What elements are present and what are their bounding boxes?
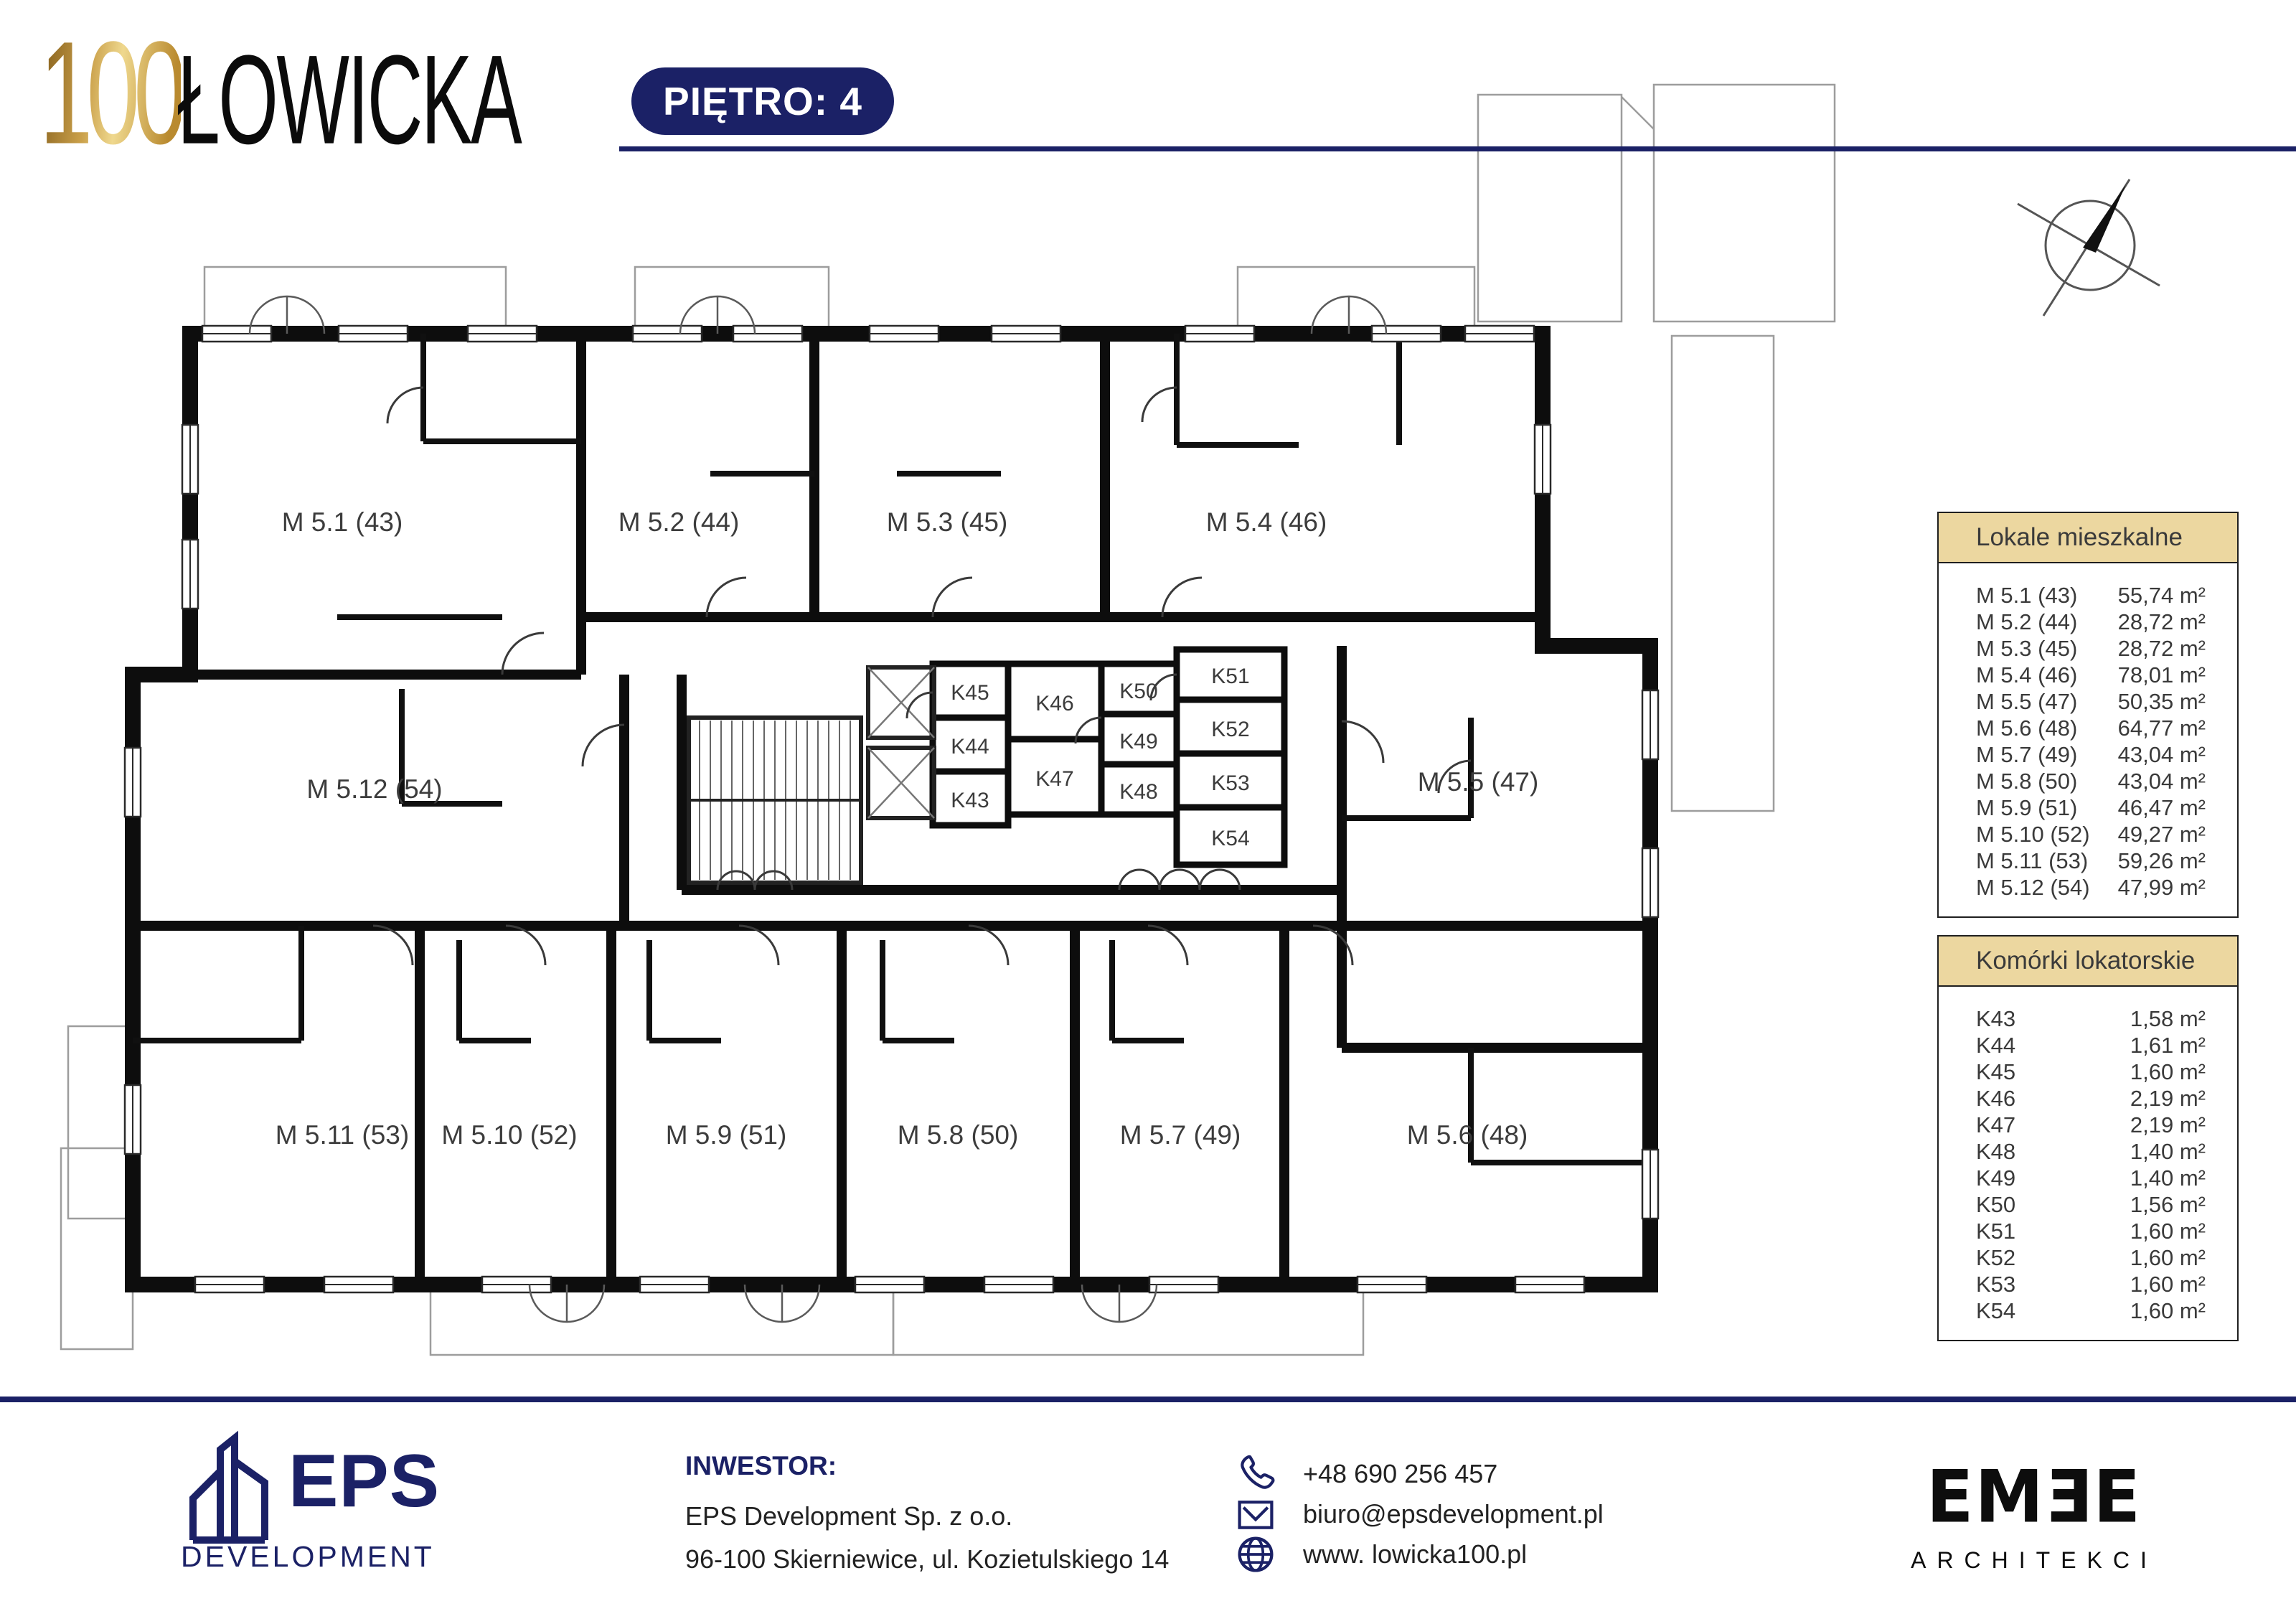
storage-label: K52 (1211, 718, 1250, 741)
table-row (1939, 874, 2237, 901)
unit-area: 28,72 m² (2117, 609, 2206, 634)
unit-label: M 5.2 (44) (1976, 609, 2078, 634)
table-row (1939, 1218, 2237, 1244)
table-row (1939, 1085, 2237, 1112)
phone-icon (1236, 1454, 1276, 1494)
table-row (1939, 848, 2237, 874)
table-row (1939, 582, 2237, 609)
eps-building-icon (181, 1430, 288, 1544)
storage-area: 2,19 m² (2130, 1112, 2206, 1137)
table-row (1939, 1297, 2237, 1324)
storage-area: 1,60 m² (2130, 1059, 2206, 1084)
apartments-table (1937, 512, 2239, 918)
apartment-label: M 5.9 (51) (665, 1120, 787, 1150)
storage-table-title: Komórki lokatorskie (1939, 937, 2237, 987)
storage-id: K48 (1976, 1138, 2016, 1164)
unit-area: 64,77 m² (2117, 715, 2206, 741)
apartment-label: M 5.12 (54) (306, 774, 443, 804)
investor-name: EPS Development Sp. z o.o. (685, 1501, 1013, 1531)
storage-label: K44 (951, 735, 989, 759)
header-rule (619, 146, 2296, 151)
unit-label: M 5.5 (47) (1976, 688, 2078, 714)
apartment-label: M 5.7 (49) (1119, 1120, 1241, 1150)
elevator-icon (868, 667, 934, 738)
unit-label: M 5.9 (51) (1976, 794, 2078, 820)
storage-area: 1,60 m² (2130, 1271, 2206, 1297)
unit-label: M 5.3 (45) (1976, 635, 2078, 661)
storage-label: K50 (1119, 680, 1158, 703)
table-row (1939, 609, 2237, 635)
architect-sub: ARCHITEKCI (1911, 1547, 2158, 1573)
globe-icon (1236, 1534, 1276, 1574)
table-row (1939, 1032, 2237, 1059)
unit-area: 55,74 m² (2117, 582, 2206, 608)
table-row (1939, 1271, 2237, 1297)
table-row (1939, 1244, 2237, 1271)
elevator-icon (868, 748, 934, 818)
storage-area: 1,56 m² (2130, 1191, 2206, 1217)
table-row (1939, 1165, 2237, 1191)
apartment-label: M 5.4 (46) (1205, 507, 1327, 537)
storage-id: K49 (1976, 1165, 2016, 1191)
contact-website (1236, 1534, 1527, 1574)
website-url[interactable]: www. lowicka100.pl (1303, 1539, 1528, 1569)
storage-area: 2,19 m² (2130, 1085, 2206, 1111)
architect-name: EMƎE (1926, 1455, 2142, 1539)
storage-label: K46 (1035, 692, 1074, 715)
storage-id: K52 (1976, 1244, 2016, 1270)
table-row (1939, 662, 2237, 688)
contact-email (1236, 1494, 1604, 1534)
storage-id: K53 (1976, 1271, 2016, 1297)
architect-logo (1901, 1457, 2167, 1574)
unit-label: M 5.4 (46) (1976, 662, 2078, 687)
table-row (1939, 1138, 2237, 1165)
apartment-label: M 5.10 (52) (441, 1120, 578, 1150)
apartment-label: M 5.8 (50) (897, 1120, 1019, 1150)
storage-area: 1,60 m² (2130, 1218, 2206, 1244)
storage-id: K50 (1976, 1191, 2016, 1217)
mail-icon (1236, 1494, 1276, 1534)
apartments-table-title: Lokale mieszkalne (1939, 513, 2237, 563)
apartment-label: M 5.2 (44) (618, 507, 740, 537)
unit-label: M 5.10 (52) (1976, 821, 2090, 847)
unit-label: M 5.12 (54) (1976, 874, 2090, 900)
table-row (1939, 1191, 2237, 1218)
storage-id: K51 (1976, 1218, 2016, 1244)
unit-label: M 5.6 (48) (1976, 715, 2078, 741)
table-row (1939, 794, 2237, 821)
storage-label: K48 (1119, 780, 1158, 804)
storage-label: K51 (1211, 665, 1250, 688)
table-row (1939, 1005, 2237, 1032)
storage-id: K46 (1976, 1085, 2016, 1111)
unit-area: 59,26 m² (2117, 848, 2206, 873)
storage-label: K53 (1211, 771, 1250, 795)
table-row (1939, 635, 2237, 662)
unit-area: 49,27 m² (2117, 821, 2206, 847)
storage-id: K54 (1976, 1297, 2016, 1323)
table-row (1939, 821, 2237, 848)
table-row (1939, 715, 2237, 741)
apartment-label: M 5.6 (48) (1406, 1120, 1528, 1150)
storage-label: K43 (951, 789, 989, 812)
unit-area: 43,04 m² (2117, 741, 2206, 767)
storage-label: K45 (951, 681, 989, 705)
unit-area: 47,99 m² (2117, 874, 2206, 900)
unit-area: 43,04 m² (2117, 768, 2206, 794)
storage-id: K47 (1976, 1112, 2016, 1137)
storage-area: 1,58 m² (2130, 1005, 2206, 1031)
logo-name: ŁOWICKA (177, 29, 521, 172)
contact-phone (1236, 1454, 1497, 1494)
floor-badge: PIĘTRO: 4 (631, 67, 894, 135)
storage-label: K47 (1035, 767, 1074, 791)
unit-area: 78,01 m² (2117, 662, 2206, 687)
unit-label: M 5.7 (49) (1976, 741, 2078, 767)
investor-address: 96-100 Skierniewice, ul. Kozietulskiego 14 (685, 1544, 1170, 1574)
email-address[interactable]: biuro@epsdevelopment.pl (1303, 1499, 1604, 1529)
table-row (1939, 768, 2237, 794)
unit-label: M 5.1 (43) (1976, 582, 2078, 608)
unit-area: 28,72 m² (2117, 635, 2206, 661)
unit-area: 46,47 m² (2117, 794, 2206, 820)
apartment-label: M 5.1 (43) (281, 507, 403, 537)
apartment-label: M 5.11 (53) (275, 1120, 410, 1150)
storage-area: 1,40 m² (2130, 1138, 2206, 1164)
phone-number[interactable]: +48 690 256 457 (1303, 1459, 1498, 1488)
table-row (1939, 688, 2237, 715)
table-row (1939, 1059, 2237, 1085)
storage-id: K43 (1976, 1005, 2016, 1031)
unit-area: 50,35 m² (2117, 688, 2206, 714)
staircase (689, 718, 861, 883)
storage-label: K54 (1211, 827, 1250, 850)
unit-label: M 5.8 (50) (1976, 768, 2078, 794)
storage-label: K49 (1119, 730, 1158, 754)
table-row (1939, 1112, 2237, 1138)
unit-label: M 5.11 (53) (1976, 848, 2089, 873)
investor-heading: INWESTOR: (685, 1451, 837, 1480)
apartment-label: M 5.5 (47) (1417, 767, 1539, 797)
footer-rule (0, 1397, 2296, 1402)
table-row (1939, 741, 2237, 768)
developer-logo-sub: DEVELOPMENT (181, 1540, 435, 1573)
developer-logo-text: EPS (288, 1440, 441, 1523)
storage-area: 1,60 m² (2130, 1244, 2206, 1270)
logo-number: 100 (39, 11, 181, 175)
storage-id: K44 (1976, 1032, 2016, 1058)
apartment-label: M 5.3 (45) (886, 507, 1008, 537)
storage-area: 1,61 m² (2130, 1032, 2206, 1058)
storage-id: K45 (1976, 1059, 2016, 1084)
compass-icon (2018, 179, 2160, 316)
storage-area: 1,60 m² (2130, 1297, 2206, 1323)
storage-table (1937, 935, 2239, 1341)
storage-area: 1,40 m² (2130, 1165, 2206, 1191)
